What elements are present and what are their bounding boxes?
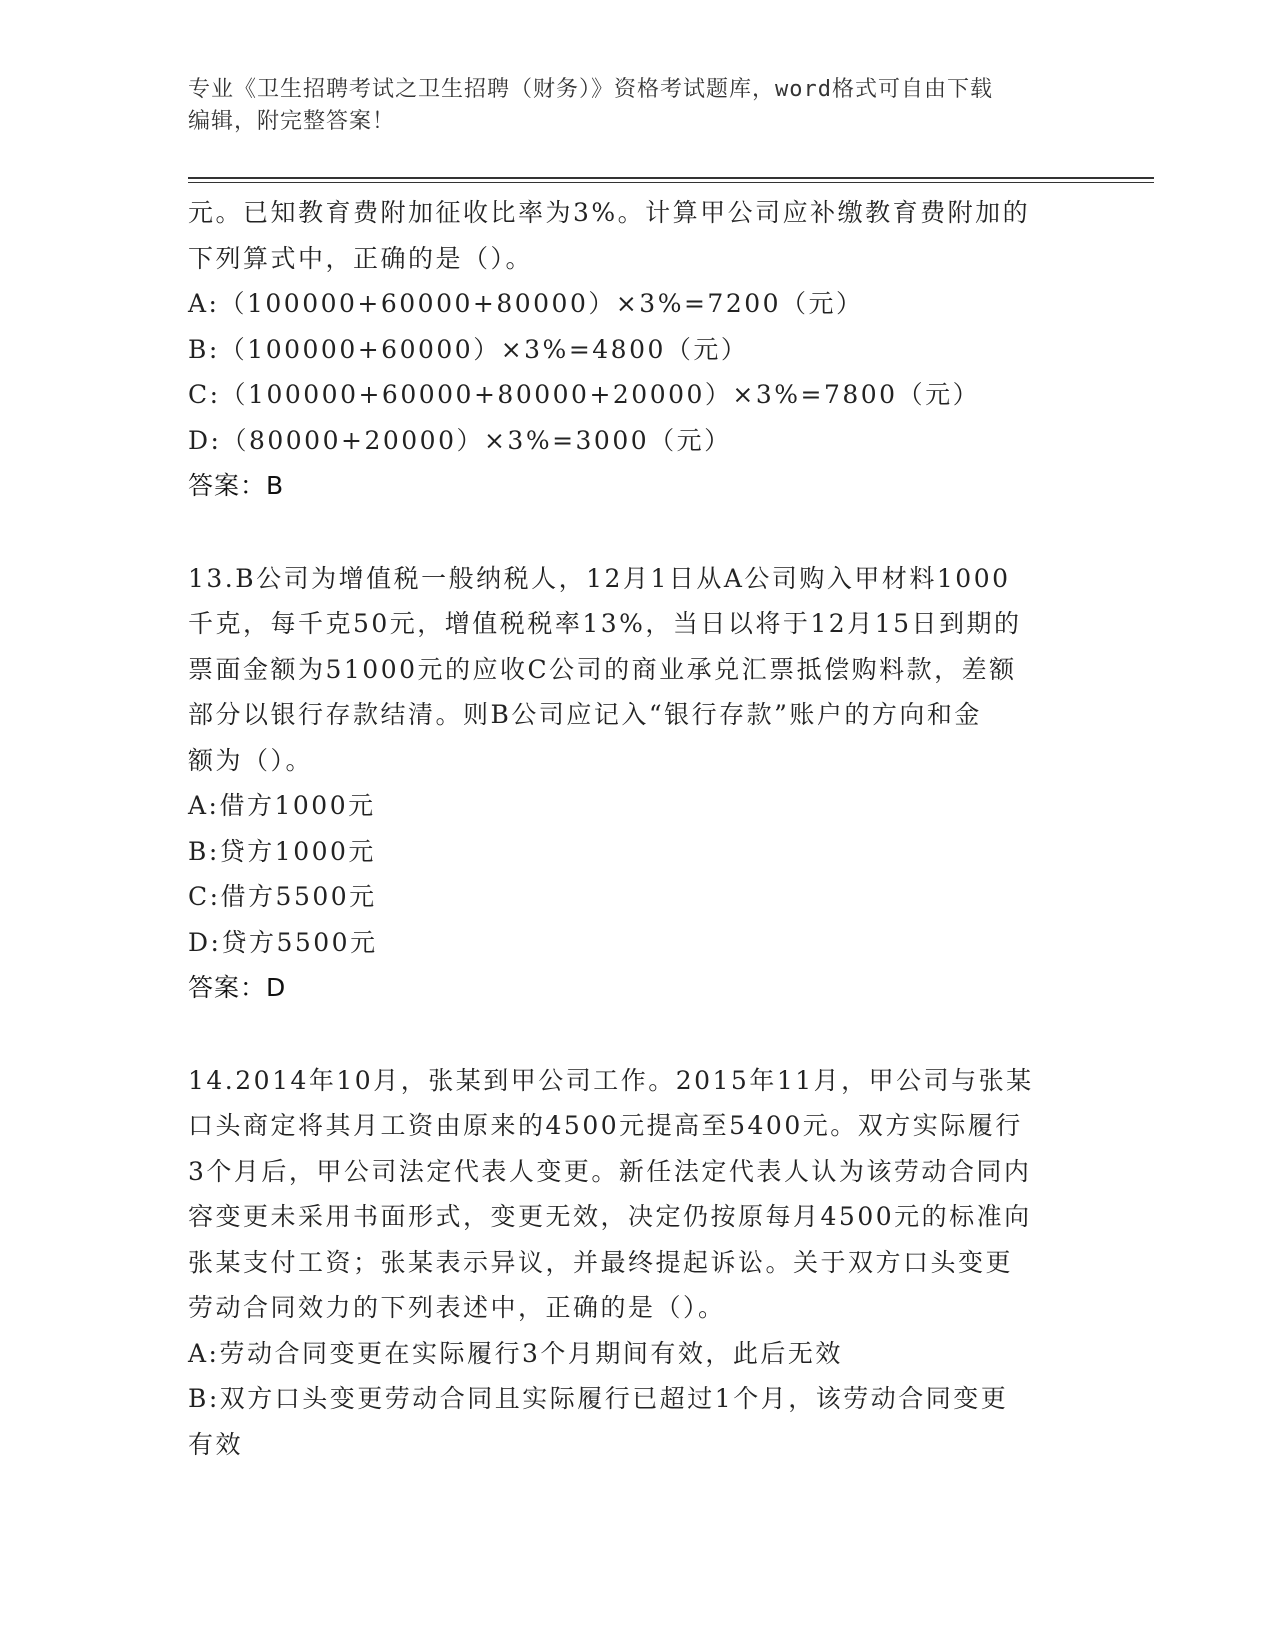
document-header xyxy=(188,74,1088,138)
question-text-line: 下列算式中，正确的是（）。 xyxy=(188,243,534,273)
option-b: B:双方口头变更劳动合同且实际履行已超过1个月，该劳动合同变更 xyxy=(188,1384,1009,1413)
option-a: A:劳动合同变更在实际履行3个月期间有效，此后无效 xyxy=(188,1338,843,1368)
document-body xyxy=(188,190,1088,1467)
answer-line: 答案：D xyxy=(188,973,287,1002)
spacer xyxy=(188,1011,1088,1058)
question-text-line: 部分以银行存款结清。则B公司应记入“银行存款”账户的方向和金 xyxy=(188,700,982,729)
question-text-line: 额为（）。 xyxy=(188,745,314,775)
header-line-1: 专业《卫生招聘考试之卫生招聘（财务）》资格考试题库，word格式可自由下载 xyxy=(188,77,993,102)
question-text-line: 口头商定将其月工资由原来的4500元提高至5400元。双方实际履行 xyxy=(188,1111,1023,1140)
question-text-line: 14.2014年10月，张某到甲公司工作。2015年11月，甲公司与张某 xyxy=(188,1065,1034,1095)
header-line-2: 编辑，附完整答案！ xyxy=(188,109,396,134)
option-b-continued: 有效 xyxy=(188,1429,244,1459)
header-divider-thin xyxy=(188,182,1154,183)
question-text-line: 千克，每千克50元，增值税税率13%，当日以将于12月15日到期的 xyxy=(188,609,1022,638)
question-text-line: 13.B公司为增值税一般纳税人，12月1日从A公司购入甲材料1000 xyxy=(188,563,1011,593)
option-d: D:（80000+20000）×3%=3000（元） xyxy=(188,425,732,455)
question-text-line: 元。已知教育费附加征收比率为3%。计算甲公司应补缴教育费附加的 xyxy=(188,198,1031,227)
question-text-line: 张某支付工资；张某表示异议，并最终提起诉讼。关于双方口头变更 xyxy=(188,1247,1014,1277)
option-b: B:（100000+60000）×3%=4800（元） xyxy=(188,334,749,364)
question-12-continued xyxy=(188,190,1088,509)
option-c: C:（100000+60000+80000+20000）×3%=7800（元） xyxy=(188,380,981,409)
answer-line: 答案：B xyxy=(188,471,285,500)
option-c: C:借方5500元 xyxy=(188,882,377,911)
question-13 xyxy=(188,556,1088,1011)
option-d: D:贷方5500元 xyxy=(188,927,378,957)
question-text-line: 容变更未采用书面形式，变更无效，决定仍按原每月4500元的标准向 xyxy=(188,1202,1032,1231)
option-a: A:（100000+60000+80000）×3%=7200（元） xyxy=(188,289,864,318)
option-b: B:贷方1000元 xyxy=(188,836,376,866)
question-text-line: 3个月后，甲公司法定代表人变更。新任法定代表人认为该劳动合同内 xyxy=(188,1156,1032,1186)
question-text-line: 劳动合同效力的下列表述中，正确的是（）。 xyxy=(188,1293,726,1322)
header-divider-thick xyxy=(188,177,1154,179)
spacer xyxy=(188,509,1088,556)
option-a: A:借方1000元 xyxy=(188,791,376,820)
question-text-line: 票面金额为51000元的应收C公司的商业承兑汇票抵偿购料款，差额 xyxy=(188,654,1017,684)
question-14 xyxy=(188,1058,1088,1468)
